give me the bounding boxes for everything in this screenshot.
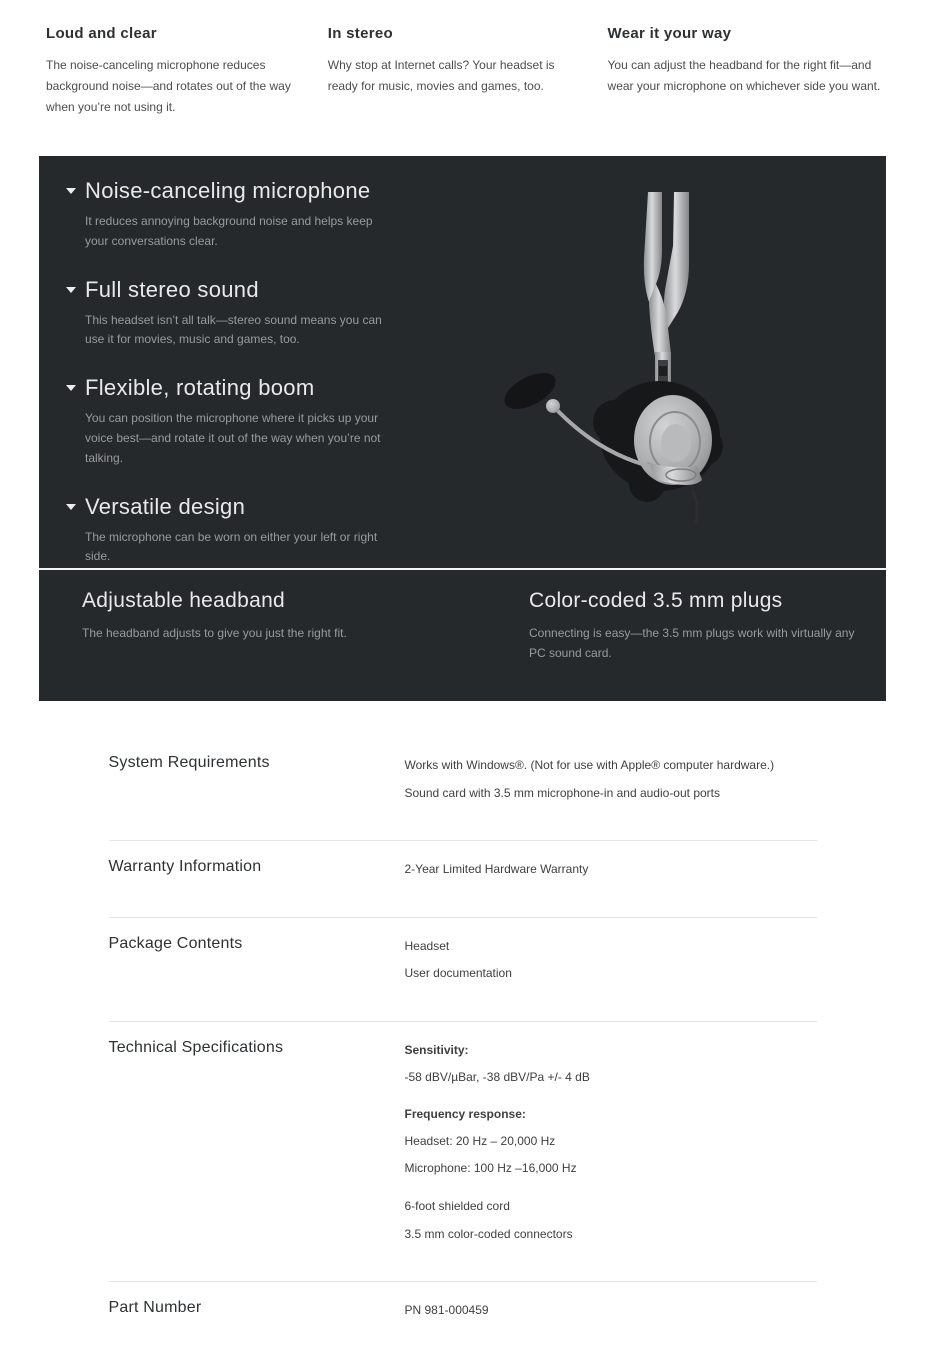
spec-line: -58 dBV/µBar, -38 dBV/Pa +/- 4 dB [404,1069,590,1084]
spec-line: Microphone: 100 Hz –16,000 Hz [404,1161,577,1176]
spec-row-system-requirements [109,737,817,841]
spec-row-technical-specifications [109,1022,817,1282]
spec-label: Technical Specifications [108,1038,284,1056]
banner-title: Adjustable headband [82,589,286,612]
feature-stereo-sound [66,277,466,351]
spec-line: Headset: 20 Hz – 20,000 Hz [404,1133,556,1148]
intro-body: The noise-canceling microphone reduces background noise—and rotates out of the way when you’re not using it. [46,58,291,114]
feature-versatile-design [66,494,466,568]
intro-column [328,25,572,156]
spec-line: User documentation [404,966,512,981]
feature-description: The microphone can be worn on either your left or right side. [85,529,378,564]
feature-label: Flexible, rotating boom [85,375,315,401]
feature-label: Versatile design [85,493,246,519]
intro-body: You can adjust the headband for the right fit—and wear your microphone on whichever side you want. [607,58,881,93]
intro-body: Why stop at Internet calls? Your headset is ready for music, movies and games, too. [327,58,555,93]
chevron-down-icon [66,287,76,293]
intro-section [0,0,925,156]
spec-value [405,856,817,888]
feature-description: You can position the microphone where it picks up your voice best—and rotate it out of the way when you’re not talking. [85,411,381,465]
spec-line: Sound card with 3.5 mm microphone-in and audio-out ports [404,785,721,800]
spec-line: 6-foot shielded cord [404,1198,510,1213]
chevron-down-icon [66,188,76,194]
feature-description: This headset isn’t all talk—stereo sound means you can use it for movies, music and games, too. [85,312,382,347]
spec-value [405,752,817,811]
spec-line: Works with Windows®. (Not for use with Apple® computer hardware.) [404,758,775,772]
feature-rotating-boom [66,375,466,468]
intro-title: Loud and clear [46,25,157,42]
specs-section [109,701,817,1358]
spec-group-heading: Frequency response: [404,1107,526,1122]
feature-toggle[interactable] [66,494,466,520]
feature-toggle[interactable] [66,277,466,303]
intro-column [46,25,292,156]
feature-accordion [66,178,466,592]
spec-group-heading: Sensitivity: [404,1042,469,1057]
spec-value [405,1037,817,1252]
spec-line: Headset [404,938,450,953]
spec-group-sensitivity [405,1041,817,1086]
spec-line: PN 981-000459 [404,1303,489,1318]
feature-label: Noise-canceling microphone [85,178,371,203]
banner-item-headband [82,589,529,701]
spec-row-part-number [109,1282,817,1358]
banner-title: Color-coded 3.5 mm plugs [529,589,783,612]
spec-label: Warranty Information [108,858,262,876]
intro-column [608,25,885,156]
feature-label: Full stereo sound [85,276,259,302]
spec-value [405,1297,817,1329]
chevron-down-icon [66,504,76,510]
spec-row-warranty [109,841,817,918]
spec-line: 3.5 mm color-coded connectors [404,1226,573,1241]
spec-group-frequency-response [405,1105,817,1178]
feature-description: It reduces annoying background noise and helps keep your conversations clear. [85,214,373,248]
banner-body: The headband adjusts to give you just the right fit. [82,626,347,640]
spec-row-package-contents [109,918,817,1022]
headset-product-image [497,184,807,529]
spec-label: System Requirements [108,754,270,771]
intro-title: Wear it your way [607,25,732,42]
feature-toggle[interactable] [66,375,466,401]
intro-title: In stereo [327,25,393,42]
spec-line: 2-Year Limited Hardware Warranty [404,862,589,877]
spec-label: Part Number [108,1299,202,1317]
feature-toggle[interactable] [66,178,466,204]
chevron-down-icon [66,385,76,391]
feature-noise-canceling [66,178,466,252]
spec-group-cord [405,1197,817,1243]
banner-item-plugs [529,589,859,701]
hero-section [39,156,886,568]
banner-body: Connecting is easy—the 3.5 mm plugs work with virtually any PC sound card. [529,626,855,660]
spec-label: Package Contents [108,934,243,952]
spec-value [405,933,817,992]
